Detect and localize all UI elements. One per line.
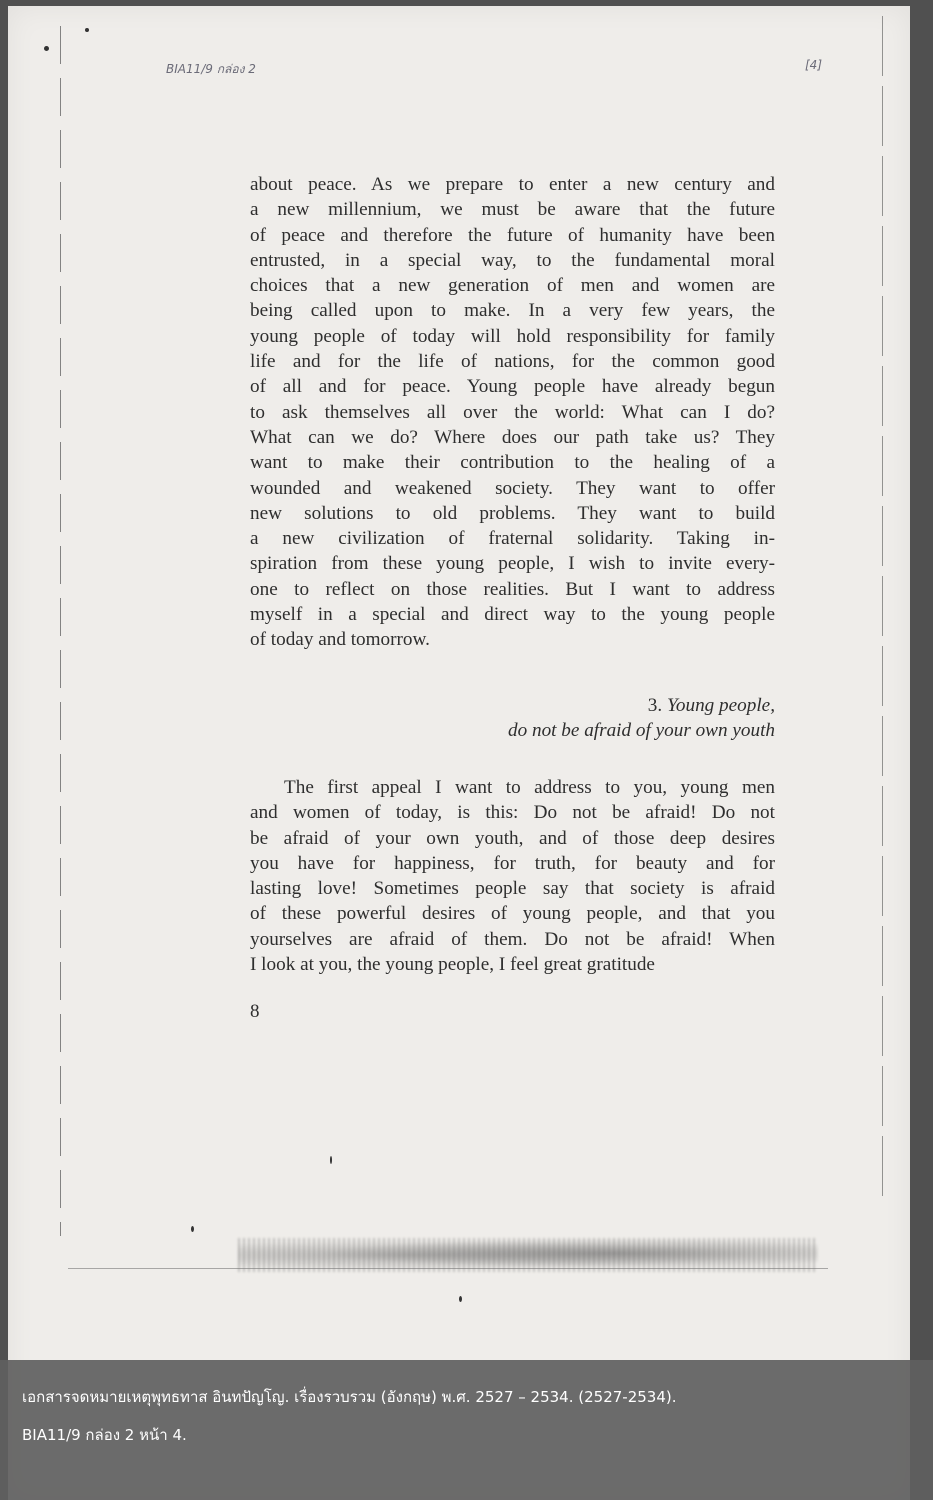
caption-bar xyxy=(0,1360,933,1500)
text-line: of today and tomorrow. xyxy=(250,629,430,651)
ink-dot xyxy=(85,28,89,32)
left-margin-line xyxy=(60,26,61,1236)
right-margin-line xyxy=(882,16,883,1206)
section-heading-line1 xyxy=(250,693,775,718)
text-line: and women of today, is this: Do not be afraid! Do not xyxy=(250,802,775,824)
text-line: young people of today will hold responsibility for family xyxy=(250,325,775,347)
text-line: of these powerful desires of young people, and that you xyxy=(250,903,775,925)
photocopy-smudge xyxy=(238,1238,818,1272)
text-line: about peace. As we prepare to enter a new century and xyxy=(250,174,775,195)
text-line: being called upon to make. In a very few years, the xyxy=(250,300,775,322)
text-line: yourselves are afraid of them. Do not be afraid! When xyxy=(250,928,775,950)
text-line: to ask themselves all over the world: What can I do? xyxy=(250,401,775,423)
text-line: want to make their contribution to the healing of a xyxy=(250,452,775,474)
text-line: myself in a special and direct way to the young people xyxy=(250,604,775,626)
text-line: a new civilization of fraternal solidarity. Taking in- xyxy=(250,528,775,550)
text-line: you have for happiness, for truth, for beauty and for xyxy=(250,852,775,874)
text-line: new solutions to old problems. They want to build xyxy=(250,502,775,524)
text-line: What can we do? Where does our path take us? They xyxy=(250,426,775,448)
text-line: of peace and therefore the future of humanity have been xyxy=(250,224,775,246)
section-heading xyxy=(250,693,775,743)
page-number: 8 xyxy=(250,1001,260,1022)
text-line: one to reflect on those realities. But I want to address xyxy=(250,578,775,600)
text-line: life and for the life of nations, for the common good xyxy=(250,351,775,373)
section-title-line2: do not be afraid of your own youth xyxy=(507,720,775,741)
ink-dot xyxy=(44,46,49,51)
text-line: choices that a new generation of men and women are xyxy=(250,275,775,297)
text-line: of all and for peace. Young people have already begun xyxy=(250,376,775,398)
text-line: be afraid of your own youth, and of those deep desires xyxy=(250,827,775,849)
page-fold-line xyxy=(68,1268,828,1269)
paragraph-2 xyxy=(250,775,775,977)
text-line: lasting love! Sometimes people say that society is afraid xyxy=(250,878,775,900)
caption-title: เอกสารจดหมายเหตุพุทธทาส อินทปัญโญ. เรื่องรวบรวม (อังกฤษ) พ.ศ. 2527 – 2534. (2527-2534). xyxy=(22,1388,677,1406)
caption-reference: BIA11/9 กล่อง 2 หน้า 4. xyxy=(22,1426,187,1444)
section-number: 3. xyxy=(647,695,663,716)
text-line: spiration from these young people, I wish to invite every- xyxy=(250,553,775,575)
ink-dot xyxy=(459,1296,462,1302)
handwritten-page-marker: [4] xyxy=(805,58,822,72)
ink-dot xyxy=(191,1226,194,1232)
text-line: entrusted, in a special way, to the fundamental moral xyxy=(250,249,775,271)
paragraph-1 xyxy=(250,172,775,653)
text-line: The first appeal I want to address to you, young men xyxy=(284,777,775,798)
text-line: I look at you, the young people, I feel great gratitude xyxy=(250,954,655,976)
text-line: wounded and weakened society. They want to offer xyxy=(250,477,775,499)
section-title-line1: Young people, xyxy=(666,695,775,716)
handwritten-archive-note: BIA11/9 กล่อง 2 xyxy=(166,62,256,76)
text-line: a new millennium, we must be aware that the future xyxy=(250,199,775,221)
ink-dot xyxy=(330,1156,332,1164)
